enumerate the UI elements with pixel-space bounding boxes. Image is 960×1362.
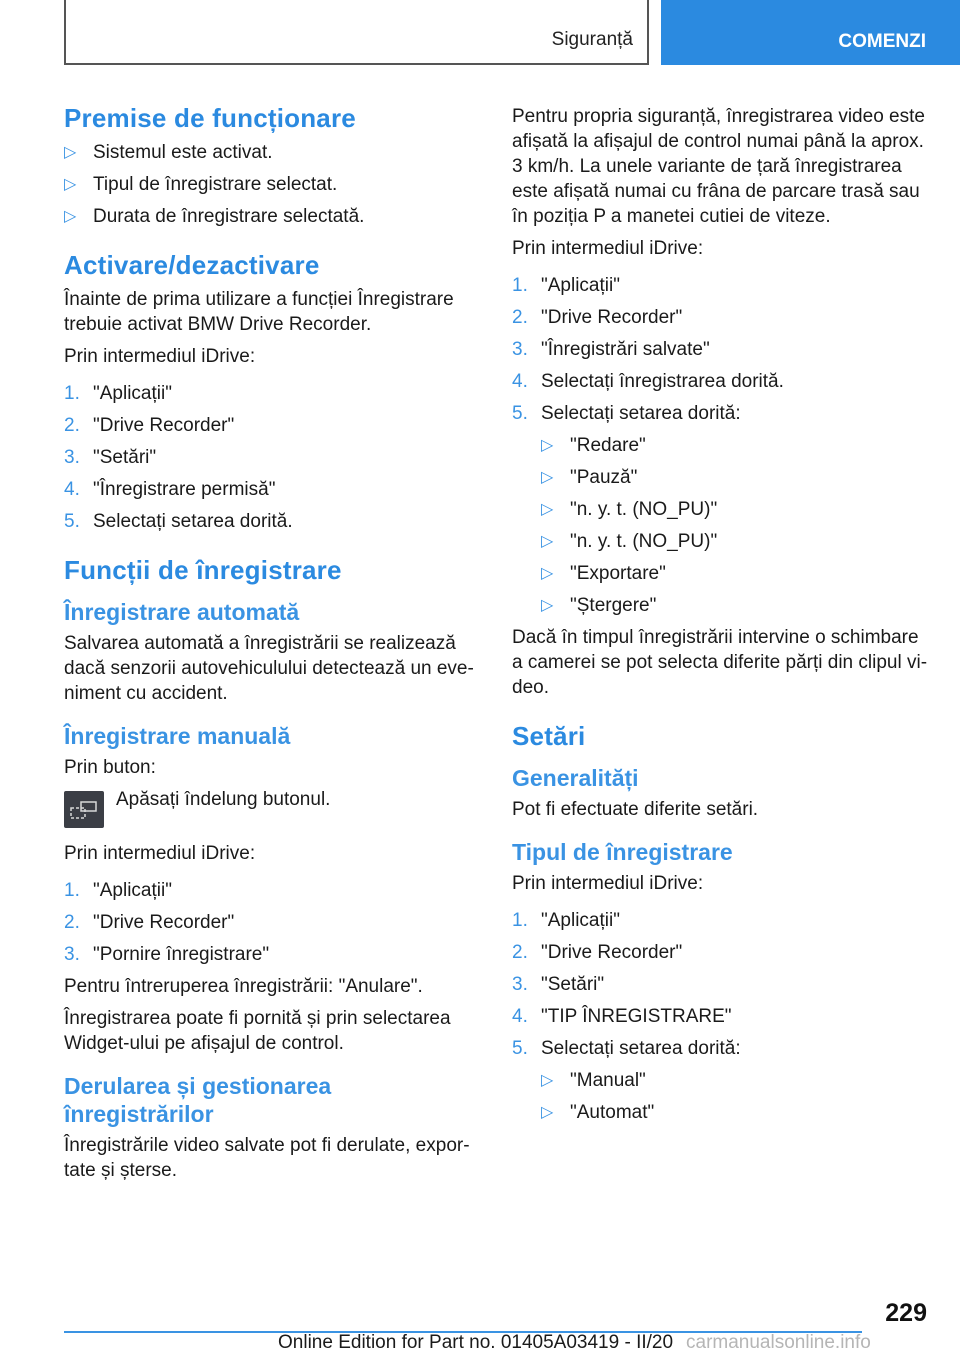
list-item: 4. "Înregistrare permisă" bbox=[64, 479, 276, 500]
derulare-paragraph: Înregistrările video salvate pot fi derulate, expor-tate și șterse. bbox=[64, 1135, 470, 1181]
heading-premise: Premise de funcționare bbox=[64, 103, 356, 133]
manual-widget: Înregistrarea poate fi pornită și prin selectarea Widget-ului pe afișajul de control. bbox=[64, 1008, 451, 1054]
drive-recorder-button-icon bbox=[64, 791, 104, 828]
premise-list bbox=[64, 140, 482, 229]
heading-activare: Activare/dezactivare bbox=[64, 250, 320, 280]
footer-edition: Online Edition for Part no. 01405A03419 - II/20 bbox=[278, 1332, 674, 1353]
list-item: 3. "Pornire înregistrare" bbox=[64, 944, 270, 965]
right-column bbox=[512, 104, 930, 1132]
list-item: ▷ "Manual" bbox=[541, 1070, 646, 1091]
activare-idrive: Prin intermediul iDrive: bbox=[64, 346, 256, 367]
button-instruction-text: Apăsați îndelung butonul. bbox=[116, 789, 331, 810]
list-item: 1. "Aplicații" bbox=[512, 275, 620, 296]
manual-by-button: Prin buton: bbox=[64, 757, 156, 778]
heading-auto: Înregistrare automată bbox=[64, 599, 300, 625]
list-item: 4. Selectați înregistrarea dorită. bbox=[512, 371, 784, 392]
list-item: ▷ "n. y. t. (NO_PU)" bbox=[541, 499, 718, 520]
list-item: ▷ "Exportare" bbox=[541, 563, 666, 584]
tipul-steps bbox=[512, 908, 930, 1061]
header-section-box bbox=[64, 0, 649, 65]
button-instruction bbox=[64, 787, 482, 829]
triangle-right-icon: ▷ bbox=[64, 176, 77, 193]
left-column bbox=[64, 102, 482, 1190]
triangle-right-icon: ▷ bbox=[541, 1072, 554, 1089]
watermark: carmanualsonline.info bbox=[686, 1332, 871, 1353]
playback-steps bbox=[512, 273, 930, 426]
list-item: 2. "Drive Recorder" bbox=[512, 307, 683, 328]
list-item: 2. "Drive Recorder" bbox=[64, 912, 235, 933]
page-number: 229 bbox=[885, 1299, 927, 1327]
list-item: 3. "Setări" bbox=[64, 447, 157, 468]
list-item: 1. "Aplicații" bbox=[64, 880, 172, 901]
manual-steps bbox=[64, 878, 482, 967]
triangle-right-icon: ▷ bbox=[541, 533, 554, 550]
list-item: ▷ "Automat" bbox=[541, 1102, 655, 1123]
list-item: 5. Selectați setarea dorită: bbox=[512, 1038, 741, 1059]
manual-idrive: Prin intermediul iDrive: bbox=[64, 843, 256, 864]
list-item: 5. Selectați setarea dorită: bbox=[512, 403, 741, 424]
triangle-right-icon: ▷ bbox=[541, 437, 554, 454]
triangle-right-icon: ▷ bbox=[541, 469, 554, 486]
list-item: ▷ "Ștergere" bbox=[541, 595, 657, 616]
manual-cancel: Pentru întreruperea înregistrării: "Anulare". bbox=[64, 976, 423, 997]
header-section-title: Siguranță bbox=[551, 29, 633, 50]
list-item: ▷ Durata de înregistrare selectată. bbox=[64, 206, 365, 227]
heading-functii: Funcții de înregistrare bbox=[64, 555, 342, 585]
list-item: ▷ "Pauză" bbox=[541, 467, 638, 488]
list-item: ▷ "Redare" bbox=[541, 435, 646, 456]
triangle-right-icon: ▷ bbox=[64, 144, 77, 161]
activare-steps bbox=[64, 381, 482, 534]
header-chapter-tab[interactable] bbox=[661, 0, 960, 65]
generalitati-paragraph: Pot fi efectuate diferite setări. bbox=[512, 799, 759, 820]
list-item: 5. Selectați setarea dorită. bbox=[64, 511, 293, 532]
list-item: 3. "Înregistrări salvate" bbox=[512, 339, 710, 360]
heading-tipul: Tipul de înregistrare bbox=[512, 839, 733, 865]
heading-setari: Setări bbox=[512, 721, 586, 751]
list-item: ▷ Tipul de înregistrare selectat. bbox=[64, 174, 338, 195]
heading-generalitati: Generalități bbox=[512, 765, 639, 791]
list-item: 1. "Aplicații" bbox=[512, 910, 620, 931]
list-item: 2. "Drive Recorder" bbox=[512, 942, 683, 963]
triangle-right-icon: ▷ bbox=[64, 208, 77, 225]
activare-paragraph: Înainte de prima utilizare a funcției Înregistrare trebuie activat BMW Drive Recorder. bbox=[64, 289, 454, 335]
auto-paragraph: Salvarea automată a înregistrării se realizează dacă senzorii autovehiculului detectează un eve-niment cu accident. bbox=[64, 633, 474, 704]
right-idrive: Prin intermediul iDrive: bbox=[512, 238, 704, 259]
list-item: 2. "Drive Recorder" bbox=[64, 415, 235, 436]
list-item: 1. "Aplicații" bbox=[64, 383, 172, 404]
heading-manual: Înregistrare manuală bbox=[64, 723, 291, 749]
list-item: 3. "Setări" bbox=[512, 974, 605, 995]
tipul-options bbox=[512, 1068, 930, 1125]
list-item: ▷ "n. y. t. (NO_PU)" bbox=[541, 531, 718, 552]
playback-options bbox=[512, 433, 930, 618]
safety-paragraph: Pentru propria siguranță, înregistrarea video este afișată la afișajul de control numai până la aprox. 3 km/h. La unele variante de țară înregistrarea este afișată numai cu frâna de parcare trasă sau în poziția P a manetei cutiei de viteze. bbox=[512, 106, 925, 227]
triangle-right-icon: ▷ bbox=[541, 597, 554, 614]
header-chapter-label: COMENZI bbox=[838, 31, 926, 52]
tipul-idrive: Prin intermediul iDrive: bbox=[512, 873, 704, 894]
list-item: 4. "TIP ÎNREGISTRARE" bbox=[512, 1006, 732, 1027]
camera-change-paragraph: Dacă în timpul înregistrării intervine o schimbare a camerei se pot selecta diferite părți din clipul vi-deo. bbox=[512, 627, 928, 698]
triangle-right-icon: ▷ bbox=[541, 501, 554, 518]
triangle-right-icon: ▷ bbox=[541, 565, 554, 582]
triangle-right-icon: ▷ bbox=[541, 1104, 554, 1121]
list-item: ▷ Sistemul este activat. bbox=[64, 142, 273, 163]
heading-derulare: Derularea și gestionarea înregistrărilor bbox=[64, 1073, 332, 1127]
